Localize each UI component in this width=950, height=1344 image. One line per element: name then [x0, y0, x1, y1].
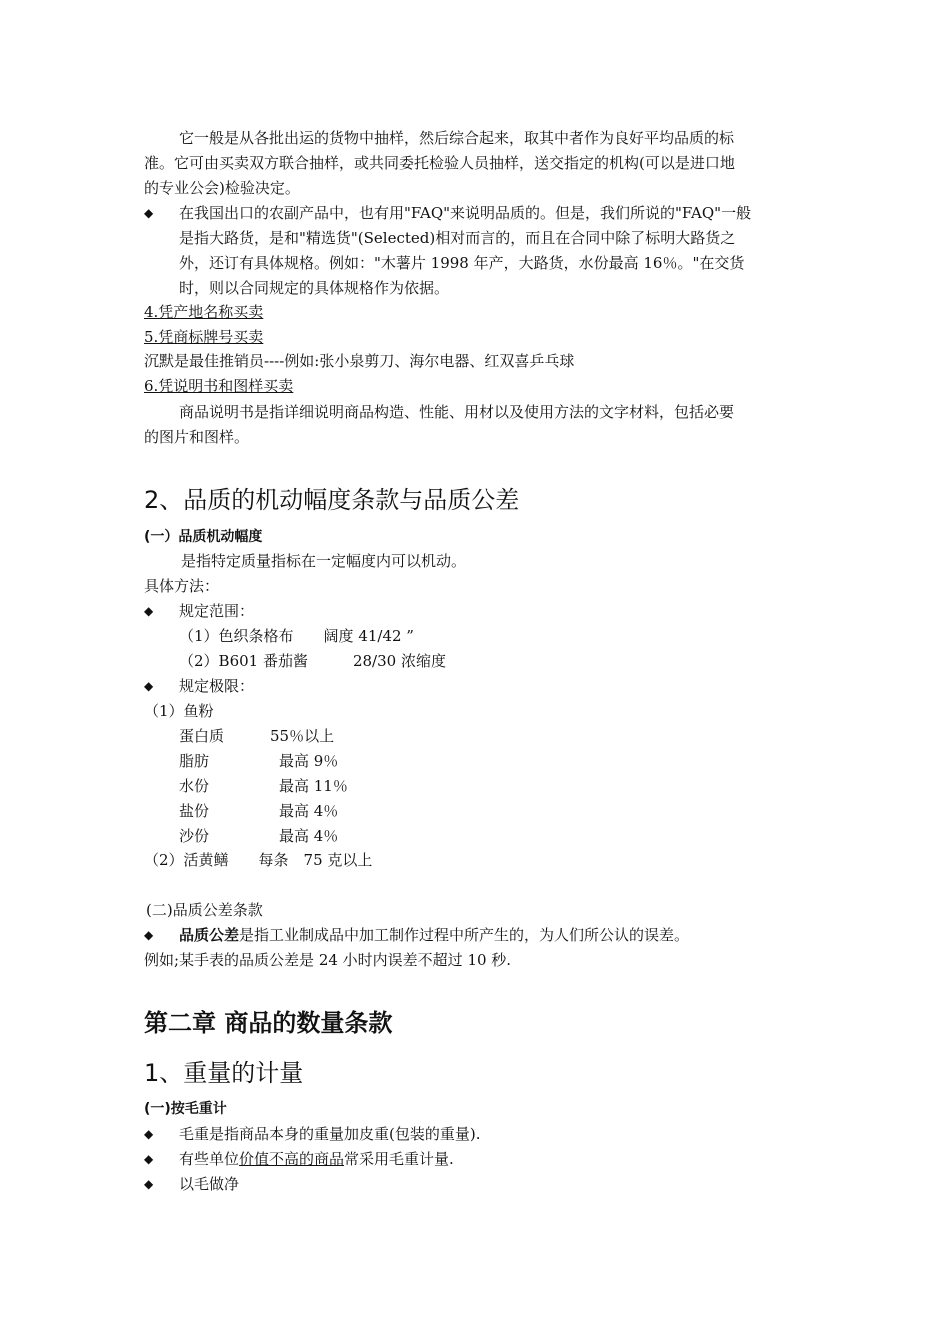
tolerance-example: 例如;某手表的品质公差是 24 小时内误差不超过 10 秒. — [144, 951, 512, 969]
methods-label: 具体方法： — [144, 577, 220, 595]
intro-line-1: 它一般是从各批出运的货物中抽样，然后综合起来，取其中者作为良好平均品质的标 — [179, 129, 735, 147]
faq-line-3: 外，还订有具体规格。例如："木薯片 1998 年产，大路货，水份最高 16％。"在交货 — [179, 254, 745, 272]
tolerance-def-text: 是指工业制成品中加工制作过程中所产生的，为人们所公认的误差。 — [239, 926, 690, 944]
heading-quality-flex: 2、品质的机动幅度条款与品质公差 — [144, 486, 520, 514]
bullet-icon: ◆ — [144, 604, 154, 618]
gross-item-2-post: 常采用毛重计量. — [344, 1150, 454, 1168]
gross-weight-subheading: (一)按毛重计 — [144, 1101, 227, 1117]
section-4-link[interactable]: 4.凭产地名称买卖 — [144, 303, 264, 321]
spec-name: 脂肪 — [179, 752, 210, 770]
range-item-1: （1）色织条格布 阔度 41/42 ” — [179, 627, 414, 645]
gross-item-1: 毛重是指商品本身的重量加皮重(包装的重量). — [179, 1125, 481, 1143]
bullet-icon: ◆ — [144, 206, 154, 220]
intro-line-3: 的专业公会)检验决定。 — [144, 179, 300, 197]
spec-name: 盐份 — [179, 802, 210, 820]
bullet-icon: ◆ — [144, 1152, 154, 1166]
silent-salesman-line: 沉默是最佳推销员----例如:张小泉剪刀、海尔电器、红双喜乒乓球 — [144, 352, 575, 370]
tolerance-subheading: (二)品质公差条款 — [146, 901, 263, 919]
gross-item-2-pre: 有些单位 — [179, 1150, 240, 1168]
range-label: 规定范围： — [179, 602, 255, 620]
spec-value: 最高 4％ — [279, 827, 339, 845]
bullet-icon: ◆ — [144, 1127, 154, 1141]
spec-value: 最高 4％ — [279, 802, 339, 820]
spec-name: 水份 — [179, 777, 210, 795]
spec-value: 55％以上 — [270, 727, 335, 745]
intro-line-2: 准。它可由买卖双方联合抽样，或共同委托检验人员抽样，送交指定的机构(可以是进口地 — [144, 154, 735, 172]
heading-weight: 1、重量的计量 — [144, 1059, 304, 1087]
section-5-link[interactable]: 5.凭商标牌号买卖 — [144, 328, 264, 346]
faq-line-1: 在我国出口的农副产品中，也有用"FAQ"来说明品质的。但是，我们所说的"FAQ"一般 — [179, 204, 752, 222]
bullet-icon: ◆ — [144, 1177, 154, 1191]
range-item-2: （2）B601 番茄酱 28/30 浓缩度 — [179, 652, 446, 670]
bullet-icon: ◆ — [144, 928, 154, 942]
gross-item-2 — [179, 1149, 454, 1169]
eel-spec: （2）活黄鳝 每条 75 克以上 — [144, 851, 373, 869]
bullet-icon: ◆ — [144, 679, 154, 693]
spec-value: 最高 11％ — [279, 777, 348, 795]
low-value-goods-link[interactable]: 价值不高的商品 — [239, 1150, 345, 1168]
faq-line-4: 时，则以合同规定的具体规格作为依据。 — [179, 279, 450, 297]
flex-subheading: (一）品质机动幅度 — [144, 529, 263, 545]
flex-description: 是指特定质量指标在一定幅度内可以机动。 — [181, 552, 467, 570]
gross-item-3: 以毛做净 — [179, 1175, 240, 1193]
section-6-link[interactable]: 6.凭说明书和图样买卖 — [144, 377, 294, 395]
spec-name: 沙份 — [179, 827, 210, 845]
tolerance-term: 品质公差 — [179, 926, 240, 944]
manual-line-1: 商品说明书是指详细说明商品构造、性能、用材以及使用方法的文字材料，包括必要 — [179, 403, 735, 421]
chapter-heading: 第二章 商品的数量条款 — [144, 1009, 393, 1037]
spec-name: 蛋白质 — [179, 727, 225, 745]
fish-meal-label: （1）鱼粉 — [144, 702, 214, 720]
faq-line-2: 是指大路货，是和"精选货"(Selected)相对而言的，而且在合同中除了标明大路货之 — [179, 229, 736, 247]
limit-label: 规定极限： — [179, 677, 255, 695]
spec-value: 最高 9％ — [279, 752, 339, 770]
tolerance-definition — [179, 925, 689, 945]
manual-line-2: 的图片和图样。 — [144, 428, 250, 446]
